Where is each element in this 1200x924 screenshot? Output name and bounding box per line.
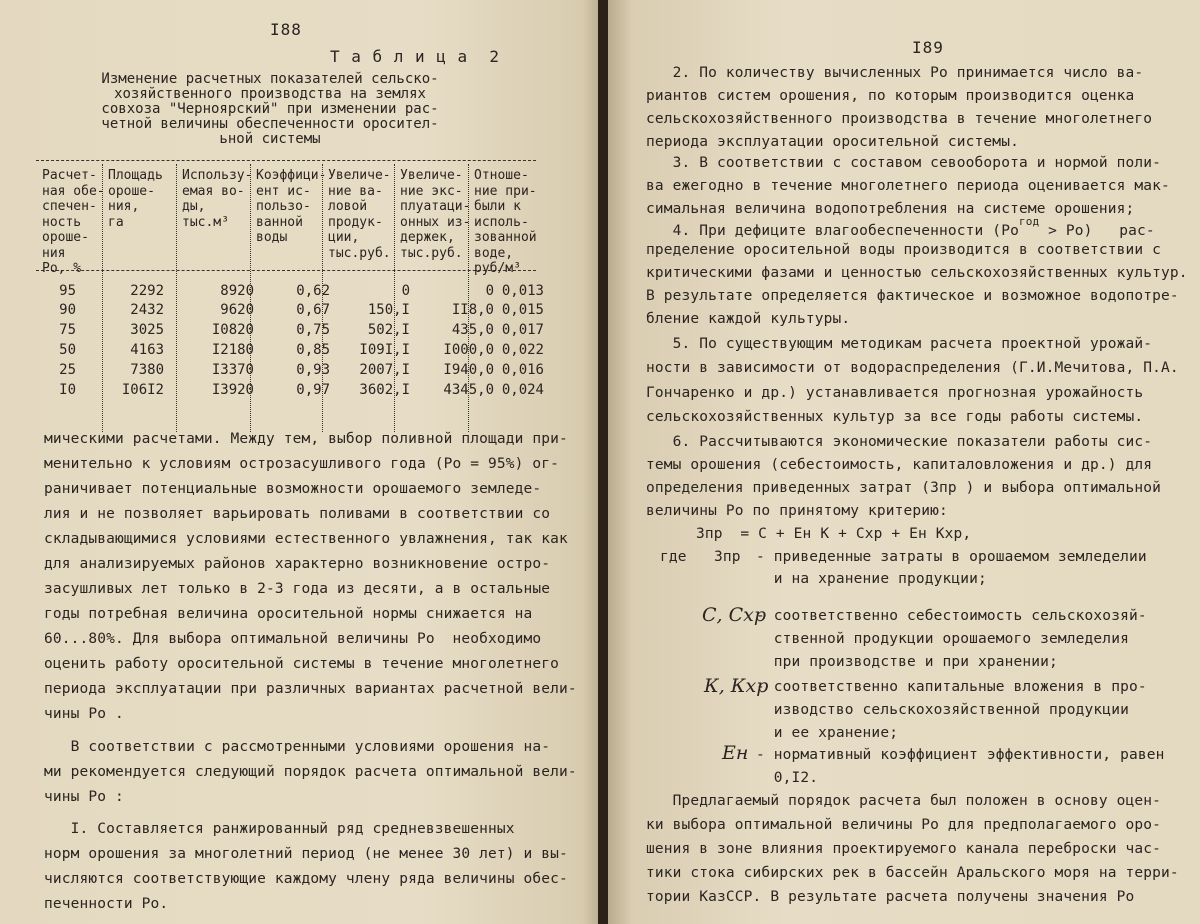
- table-cell: 3602,I: [359, 382, 410, 398]
- table-cell: 0,62: [296, 283, 330, 299]
- data-table: [36, 160, 544, 410]
- item4-superscript: год: [1018, 215, 1040, 228]
- table-cell: I000,0: [443, 342, 494, 358]
- def-line: - соответственно капитальные вложения в про-: [756, 679, 1147, 695]
- table-cell: I2180: [211, 342, 254, 358]
- text-line: чины Ро :: [44, 789, 124, 805]
- table-cell: 435,0: [451, 322, 494, 338]
- text-line: риантов систем орошения, по которым производится оценка: [646, 88, 1135, 104]
- table-cell: I0: [59, 382, 76, 398]
- text-line: ва ежегодно в течение многолетнего периода оценивается мак-: [646, 178, 1170, 194]
- table-cell: 95: [59, 283, 76, 299]
- text-line: сельскохозяйственного производства в течение многолетнего: [646, 111, 1153, 127]
- text-line: критическими фазами и ценностью сельскохозяйственных культур.: [646, 265, 1188, 281]
- text-line: сельскохозяйственных культур за все годы работы системы.: [646, 409, 1144, 425]
- table-cell: 502,I: [367, 322, 410, 338]
- table-cell: I06I2: [121, 382, 164, 398]
- table-cell: I940,0: [443, 362, 494, 378]
- table-cell: 0,017: [501, 322, 544, 338]
- text-line: тики стока сибирских рек в бассейн Аральского моря на терри-: [646, 865, 1179, 881]
- table-title-line: четной величины обеспеченности оросител-: [101, 116, 439, 132]
- text-line: чины Ро .: [44, 706, 124, 722]
- page-number-right: I89: [912, 38, 944, 57]
- table-cell: I3920: [211, 382, 254, 398]
- def-line: - нормативный коэффициент эффективности, равен: [756, 747, 1165, 763]
- table-cell: 0,024: [501, 382, 544, 398]
- text-line: периода эксплуатации при различных вариантах расчетной вели-: [44, 681, 577, 697]
- table-header-rule: [36, 270, 536, 271]
- text-line: 60...80%. Для выбора оптимальной величины Ро необходимо: [44, 631, 542, 647]
- table-cell: 50: [59, 342, 76, 358]
- table-label: Т а б л и ц а 2: [329, 47, 501, 66]
- text-line: шения в зоне влияния проектируемого канала переброски час-: [646, 841, 1162, 857]
- table-cell: 3025: [130, 322, 164, 338]
- table-header-cell: Увеличе- ние ва- ловой продук- ции, тыс.руб.: [328, 168, 391, 261]
- text-line: тории КазССР. В результате расчета получены значения Ро: [646, 889, 1135, 905]
- text-line: В соответствии с рассмотренными условиями орошения на-: [44, 739, 551, 755]
- where-word: где: [660, 549, 687, 565]
- def-symbol-handwritten: К, Кхр: [704, 675, 769, 697]
- def-line: ственной продукции орошаемого земледелия: [756, 631, 1129, 647]
- def-line: - приведенные затраты в орошаемом земледелии: [756, 549, 1147, 565]
- page-number-left: I88: [270, 20, 302, 39]
- def-symbol-handwritten: С, Схр: [702, 604, 767, 626]
- def-line: и ее хранение;: [756, 725, 899, 741]
- table-cell: 0,013: [501, 283, 544, 299]
- table-cell: 0,67: [296, 302, 330, 318]
- text-line: 3. В соответствии с составом севооборота и нормой поли-: [646, 155, 1162, 171]
- table-cell: 9620: [220, 302, 254, 318]
- text-line: бление каждой культуры.: [646, 311, 851, 327]
- text-line: темы орошения (себестоимость, капиталовложения и др.) для: [646, 457, 1153, 473]
- table-cell: 150,I: [367, 302, 410, 318]
- text-line: оценить работу оросительной системы в течение многолетнего: [44, 656, 560, 672]
- text-line: печенности Ро.: [44, 896, 169, 912]
- text-line: засушливых лет только в 2-3 года из десяти, а в остальные: [44, 581, 551, 597]
- text-line: годы потребная величина оросительной нормы снижается на: [44, 606, 533, 622]
- table-header-cell: Площадь ороше- ния, га: [108, 168, 163, 230]
- table-cell: 4163: [130, 342, 164, 358]
- table-header-cell: Отноше- ние при- были к исполь- зованной воде, руб/м³: [474, 168, 537, 276]
- table-cell: 2432: [130, 302, 164, 318]
- table-cell: 0,015: [501, 302, 544, 318]
- text-line: ми рекомендуется следующий порядок расчета оптимальной вели-: [44, 764, 577, 780]
- text-line: 5. По существующим методикам расчета проектной урожай-: [646, 336, 1153, 352]
- table-title-line: Изменение расчетных показателей сельско-: [101, 71, 439, 87]
- table-header-cell: Использу- емая во- ды, тыс.м³: [182, 168, 253, 230]
- text-line: лия и не позволяет варьировать поливами в соответствии со: [44, 506, 551, 522]
- text-line: симальная величина водопотребления на системе орошения;: [646, 201, 1135, 217]
- def-symbol: Зпр: [714, 549, 741, 565]
- text-line: величины Ро по принятому критерию:: [646, 503, 948, 519]
- table-title-line: хозяйственного производства на землях: [114, 86, 426, 102]
- item4-text-b: > Ро) рас-: [1039, 222, 1155, 239]
- table-header-cell: Увеличе- ние экс- плуатаци- онных из- держек, тыс.руб.: [400, 168, 471, 261]
- text-line: Предлагаемый порядок расчета был положен в основу оцен-: [646, 793, 1162, 809]
- text-line: раничивает потенциальные возможности орошаемого земледе-: [44, 481, 542, 497]
- def-line: - соответственно себестоимость сельскохозяй-: [756, 608, 1147, 624]
- right-page: [608, 0, 1200, 924]
- table-header-cell: Расчет- ная обе- спечен- ность ороше- ния Ро, %: [42, 168, 105, 276]
- def-line: и на хранение продукции;: [756, 571, 987, 587]
- table-cell: 0,75: [296, 322, 330, 338]
- table-cell: I09I,I: [359, 342, 410, 358]
- def-symbol-handwritten: Ен: [722, 742, 749, 764]
- text-line: В результате определяется фактическое и возможное водопотре-: [646, 288, 1179, 304]
- table-title-line: совхоза "Черноярский" при изменении рас-: [101, 101, 439, 117]
- text-line: I. Составляется ранжированный ряд средневзвешенных: [44, 821, 515, 837]
- def-line: 0,I2.: [756, 770, 819, 786]
- text-line: мическими расчетами. Между тем, выбор поливной площади при-: [44, 431, 568, 447]
- table-cell: 0,022: [501, 342, 544, 358]
- table-cell: 2292: [130, 283, 164, 299]
- table-cell: 0,93: [296, 362, 330, 378]
- text-line: определения приведенных затрат (Зпр ) и выбора оптимальной: [646, 480, 1162, 496]
- text-line: 6. Рассчитываются экономические показатели работы сис-: [646, 434, 1153, 450]
- table-cell: I3370: [211, 362, 254, 378]
- table-cell: 7380: [130, 362, 164, 378]
- table-cell: 0,97: [296, 382, 330, 398]
- text-line: Гончаренко и др.) устанавливается прогнозная урожайность: [646, 385, 1144, 401]
- text-line: складывающимися условиями естественного увлажнения, так как: [44, 531, 568, 547]
- text-line: периода эксплуатации оросительной системы.: [646, 134, 1019, 150]
- text-line: пределение оросительной воды производится в соответствии с: [646, 242, 1162, 258]
- table-cell: 8920: [220, 283, 254, 299]
- table-cell: I0820: [211, 322, 254, 338]
- text-line: числяются соответствующие каждому члену ряда величины обес-: [44, 871, 568, 887]
- formula: Зпр = С + Ен К + Схр + Ен Кхр,: [696, 526, 972, 542]
- table-cell: 0,85: [296, 342, 330, 358]
- table-cell: 0,016: [501, 362, 544, 378]
- text-line: норм орошения за многолетний период (не менее 30 лет) и вы-: [44, 846, 568, 862]
- table-title-line: ьной системы: [219, 131, 321, 147]
- table-cell: 90: [59, 302, 76, 318]
- table-cell: 4345,0: [443, 382, 494, 398]
- item4-text-a: 4. При дефиците влагообеспеченности (Ро: [646, 222, 1019, 239]
- table-cell: 75: [59, 322, 76, 338]
- table-header-cell: Коэффици- ент ис- пользо- ванной воды: [256, 168, 327, 245]
- text-line: 2. По количеству вычисленных Ро принимается число ва-: [646, 65, 1144, 81]
- table-cell: 25: [59, 362, 76, 378]
- def-line: изводство сельскохозяйственной продукции: [756, 702, 1129, 718]
- table-cell: II8,0: [451, 302, 494, 318]
- text-line: ности в зависимости от водораспределения (Г.И.Мечитова, П.А.: [646, 360, 1179, 376]
- item4-first-line: [646, 215, 1155, 239]
- table-cell: 2007,I: [359, 362, 410, 378]
- text-line: для анализируемых районов характерно возникновение остро-: [44, 556, 551, 572]
- def-line: при производстве и при хранении;: [756, 654, 1058, 670]
- table-top-rule: [36, 160, 536, 161]
- text-line: ки выбора оптимальной величины Ро для предполагаемого оро-: [646, 817, 1162, 833]
- table-cell: 0: [485, 283, 494, 299]
- table-cell: 0: [401, 283, 410, 299]
- text-line: менительно к условиям острозасушливого года (Ро = 95%) ог-: [44, 456, 560, 472]
